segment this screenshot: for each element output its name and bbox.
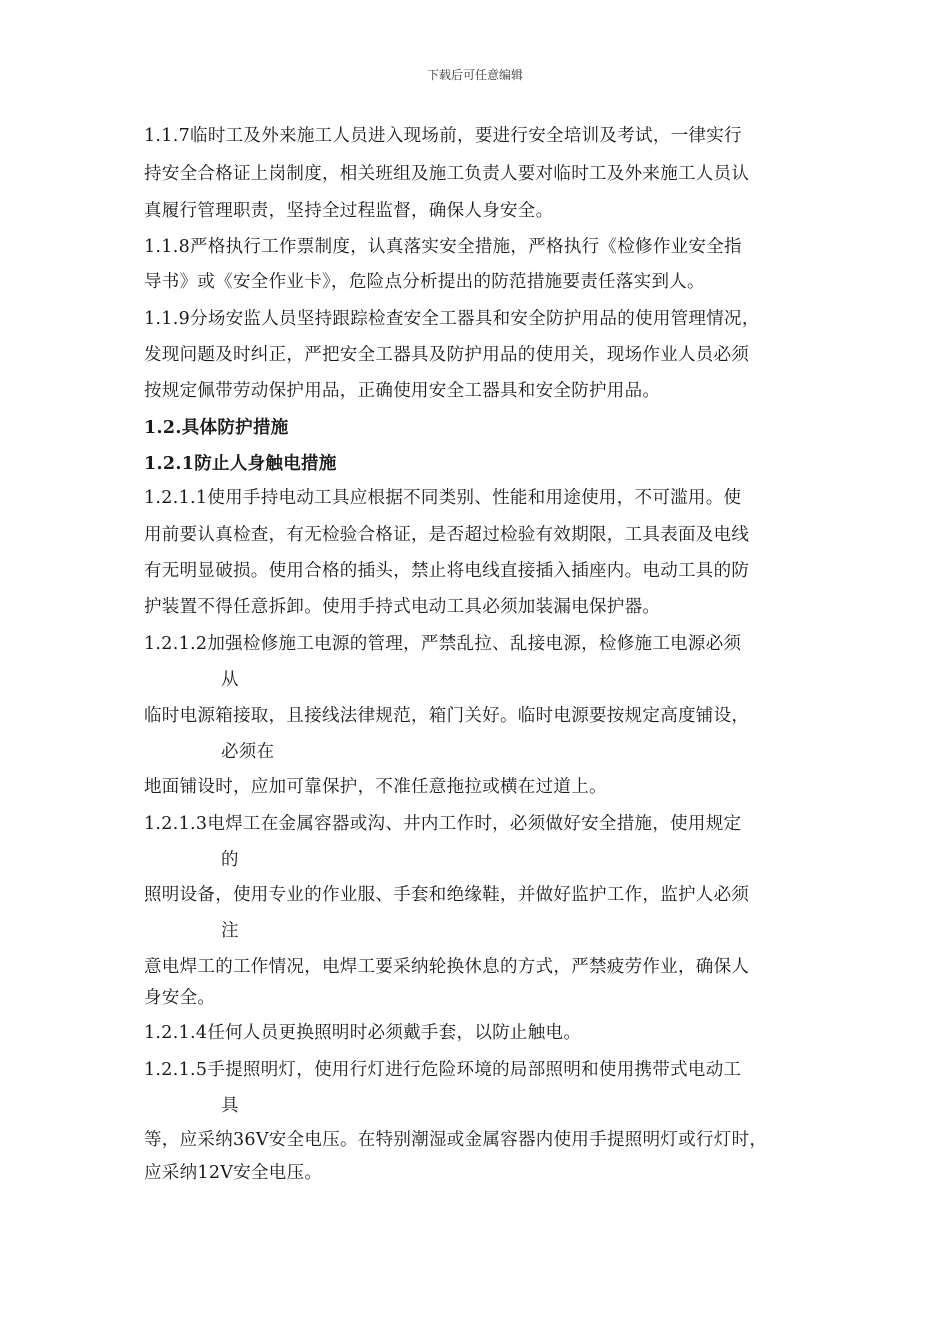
section-heading: 1.2.具体防护措施 <box>144 418 289 438</box>
text-line: 意电焊工的工作情况，电焊工要采纳轮换休息的方式，严禁疲劳作业，确保人 <box>144 957 750 977</box>
text-line: 1.2.1.3电焊工在金属容器或沟、井内工作时，必须做好安全措施，使用规定 <box>144 814 742 834</box>
text-line: 等，应采纳36V安全电压。在特别潮湿或金属容器内使用手提照明灯或行灯时， <box>144 1130 768 1150</box>
text-line: 持安全合格证上岗制度，相关班组及施工负责人要对临时工及外来施工人员认 <box>144 164 750 184</box>
text-line: 从 <box>221 670 239 690</box>
text-line: 1.2.1.4任何人员更换照明时必须戴手套，以防止触电。 <box>144 1023 582 1043</box>
page-header: 下载后可任意编辑 <box>426 68 523 82</box>
text-line: 地面铺设时，应加可靠保护，不准任意拖拉或横在过道上。 <box>144 777 607 797</box>
text-line: 真履行管理职责，坚持全过程监督，确保人身安全。 <box>144 201 554 221</box>
text-line: 具 <box>221 1096 239 1116</box>
text-line: 必须在 <box>221 742 275 762</box>
text-line: 的 <box>221 850 239 870</box>
text-line: 1.1.9分场安监人员坚持跟踪检查安全工器具和安全防护用品的使用管理情况， <box>144 309 760 329</box>
text-line: 应采纳12V安全电压。 <box>144 1163 323 1183</box>
text-line: 照明设备，使用专业的作业服、手套和绝缘鞋，并做好监护工作，监护人必须 <box>144 885 750 905</box>
text-line: 1.2.1.2加强检修施工电源的管理，严禁乱拉、乱接电源，检修施工电源必须 <box>144 634 742 654</box>
text-line: 用前要认真检查，有无检验合格证，是否超过检验有效期限，工具表面及电线 <box>144 525 750 545</box>
text-line: 1.1.7临时工及外来施工人员进入现场前，要进行安全培训及考试，一律实行 <box>144 126 742 146</box>
text-line: 1.2.1.1使用手持电动工具应根据不同类别、性能和用途使用，不可滥用。使 <box>144 488 742 508</box>
text-line: 注 <box>221 921 239 941</box>
text-line: 1.2.1.5手提照明灯，使用行灯进行危险环境的局部照明和使用携带式电动工 <box>144 1060 742 1080</box>
text-line: 导书》或《安全作业卡》，危险点分析提出的防范措施要责任落实到人。 <box>144 272 705 292</box>
text-line: 按规定佩带劳动保护用品，正确使用安全工器具和安全防护用品。 <box>144 381 661 401</box>
text-line: 发现问题及时纠正，严把安全工器具及防护用品的使用关，现场作业人员必须 <box>144 345 750 365</box>
subsection-heading: 1.2.1防止人身触电措施 <box>144 454 337 474</box>
text-line: 身安全。 <box>144 988 216 1008</box>
text-line: 护装置不得任意拆卸。使用手持式电动工具必须加装漏电保护器。 <box>144 597 661 617</box>
text-line: 有无明显破损。使用合格的插头，禁止将电线直接插入插座内。电动工具的防 <box>144 561 750 581</box>
text-line: 临时电源箱接取，且接线法律规范，箱门关好。临时电源要按规定高度铺设， <box>144 706 750 726</box>
text-line: 1.1.8严格执行工作票制度，认真落实安全措施，严格执行《检修作业安全指 <box>144 237 742 257</box>
